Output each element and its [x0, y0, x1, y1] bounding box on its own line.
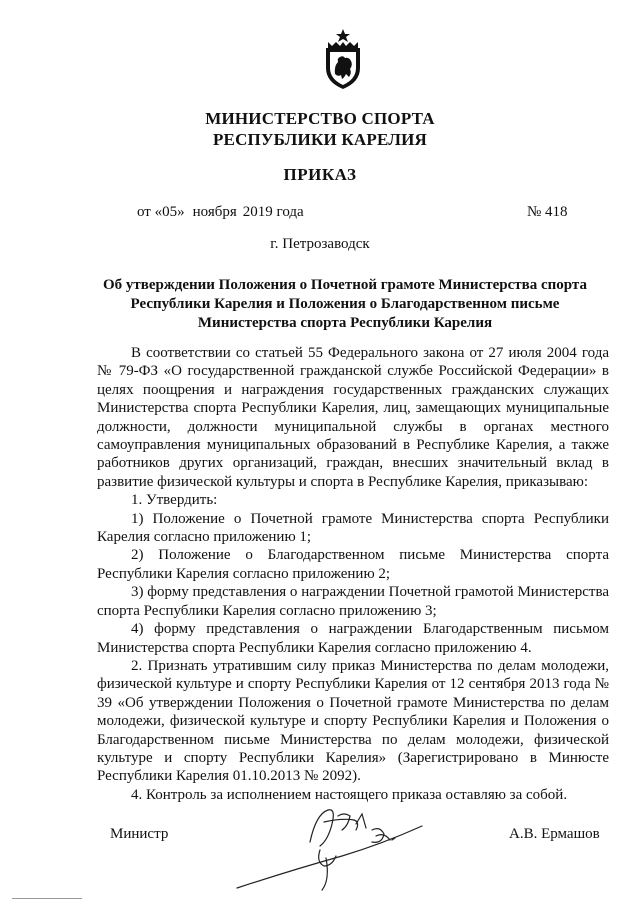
- city: г. Петрозаводск: [270, 236, 370, 252]
- order-number: № 418: [527, 204, 568, 220]
- paragraph-item-1-4: 4) форму представления о награждении Благодарственным письмом Министерства спорта Республики Карелия согласно приложению 4.: [97, 621, 609, 656]
- order-date-day: от «05»: [137, 204, 185, 220]
- paragraph-item-2: 2. Признать утратившим силу приказ Министерства по делам молодежи, физической культуре и спорту Республики Карелия от 12 сентября 2013 года № 39 «Об утверждении Положения о Почетной грамоте Министерства по делам молодежи, физической культуре и спорту Республики Карелия и Положения о Благодарственном письме Министерства по делам молодежи, физической культуре и спорту Республики Карелия» (Зарегистрировано в Минюсте Республики Карелия 01.10.2013 № 2092).: [97, 657, 609, 785]
- signatory-title: Министр: [110, 826, 169, 842]
- order-heading: Об утверждении Положения о Почетной грамоте Министерства спорта Республики Карелия и Положения о Благодарственном письме Министерства спорта Республики Карелия: [103, 277, 587, 331]
- organization-name: [0, 108, 640, 150]
- order-body: [97, 344, 609, 804]
- order-date-year: 2019 года: [242, 204, 304, 220]
- handwritten-signature-icon: [232, 800, 442, 895]
- paragraph-preamble: В соответствии со статьей 55 Федерального закона от 27 июля 2004 года № 79-ФЗ «О государственной гражданской службе Российской Федерации» в целях поощрения и награждения государственных гражданских служащих Министерства спорта Республики Карелия, лиц, замещающих муниципальные должности, должности муниципальной службы в органах местного самоуправления муниципальных образований в Республике Карелия, а также работников других организаций, граждан, внесших значительный вклад в развитие физической культуры и спорта в Республике Карелия, приказываю:: [97, 345, 609, 490]
- order-date: [137, 204, 304, 221]
- paragraph-item-4: 4. Контроль за исполнением настоящего приказа оставляю за собой.: [131, 786, 568, 803]
- paragraph-item-1: 1. Утвердить:: [131, 492, 218, 509]
- paragraph-item-1-2: 2) Положение о Благодарственном письме Министерства спорта Республики Карелия согласно приложению 2;: [97, 547, 609, 582]
- paragraph-item-1-3: 3) форму представления о награждении Почетной грамотой Министерства спорта Республики Карелия согласно приложению 3;: [97, 584, 609, 619]
- organization-line-1: МИНИСТЕРСТВО СПОРТА: [205, 109, 435, 128]
- order-date-month: ноября: [192, 204, 237, 220]
- document-type: ПРИКАЗ: [283, 165, 357, 184]
- karelia-coat-of-arms-icon: [322, 28, 364, 90]
- organization-line-2: РЕСПУБЛИКИ КАРЕЛИЯ: [212, 130, 428, 149]
- signatory-name: А.В. Ермашов: [509, 826, 600, 842]
- footer-divider: [12, 898, 82, 899]
- paragraph-item-1-1: 1) Положение о Почетной грамоте Министерства спорта Республики Карелия согласно приложению 1;: [97, 510, 609, 546]
